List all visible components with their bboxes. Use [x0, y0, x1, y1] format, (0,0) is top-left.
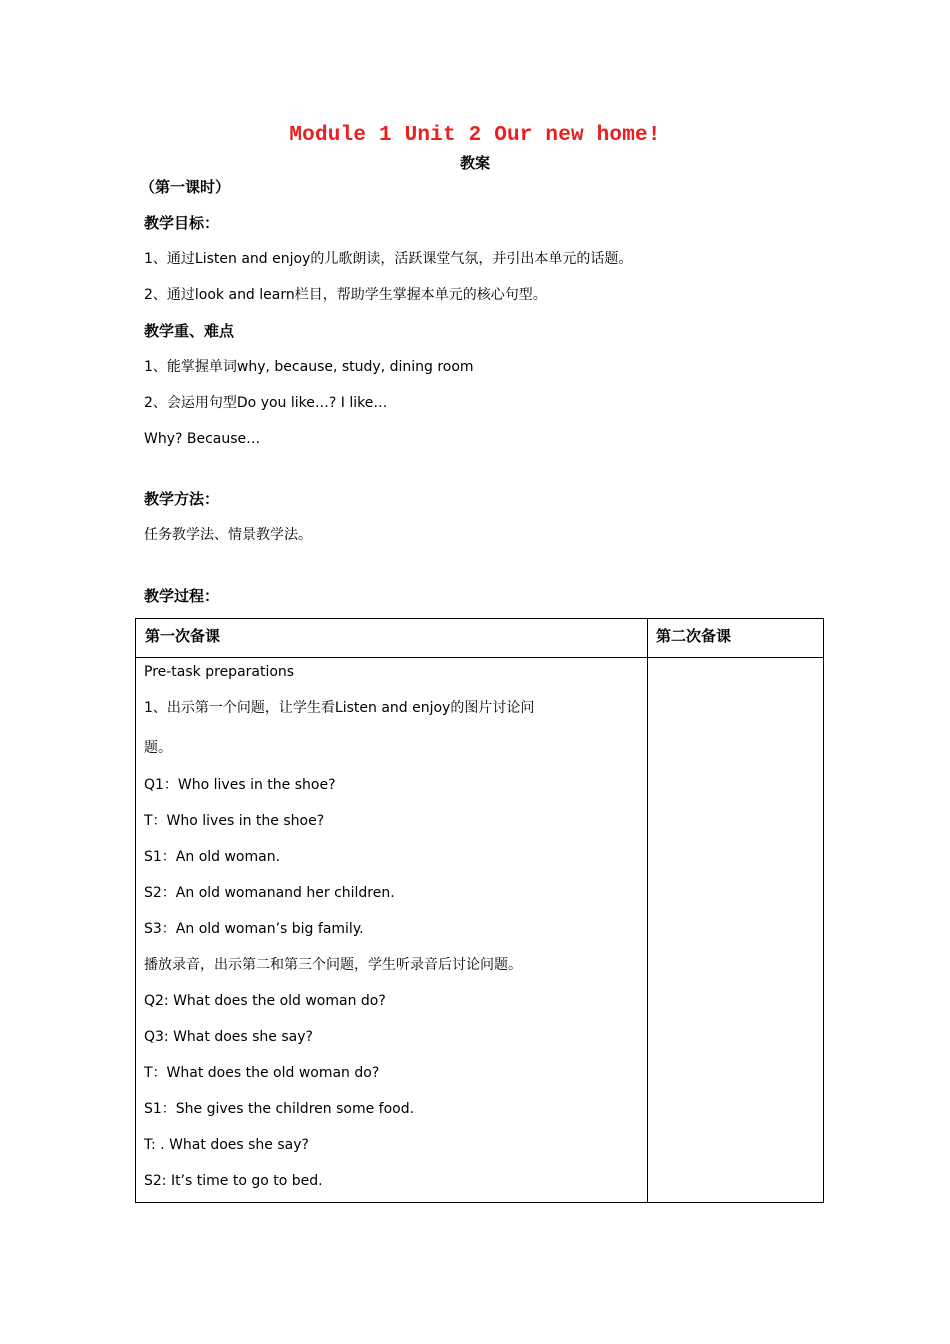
methods-text: 任务教学法、情景教学法。	[144, 527, 312, 543]
objective-item: 1、通过Listen and enjoy的儿歌朗读，活跃课堂气氛，并引出本单元的话题。	[144, 251, 633, 267]
process-heading: 教学过程：	[144, 587, 220, 605]
methods-heading: 教学方法：	[144, 490, 220, 508]
key-point-item: Why? Because…	[144, 431, 261, 447]
table-header-first-preparation: 第一次备课	[145, 627, 221, 645]
table-line: S1：She gives the children some food.	[144, 1101, 415, 1117]
table-line: 1、出示第一个问题，让学生看Listen and enjoy的图片讨论问	[144, 700, 535, 716]
key-point-item: 2、会运用句型Do you like…? I like…	[144, 395, 388, 411]
table-line: 播放录音，出示第二和第三个问题，学生听录音后讨论问题。	[144, 957, 522, 973]
key-points-heading: 教学重、难点	[144, 322, 235, 340]
document-title: Module 1 Unit 2 Our new home!	[289, 124, 661, 147]
table-line: T：What does the old woman do?	[144, 1065, 380, 1081]
objectives-heading: 教学目标：	[144, 214, 220, 232]
table-line: S2：An old womanand her children.	[144, 885, 395, 901]
period-label: （第一课时）	[140, 178, 231, 196]
table-line: S2: It’s time to go to bed.	[144, 1173, 323, 1189]
table-header-second-preparation: 第二次备课	[656, 627, 732, 645]
table-line: Q2: What does the old woman do?	[144, 993, 386, 1009]
table-line: S1：An old woman.	[144, 849, 281, 865]
table-line: Q3: What does she say?	[144, 1029, 313, 1045]
table-line: Q1：Who lives in the shoe?	[144, 777, 336, 793]
table-line: T：Who lives in the shoe?	[144, 813, 325, 829]
lesson-plan-table	[135, 618, 824, 1203]
document-subtitle: 教案	[459, 154, 490, 172]
table-line: T: . What does she say?	[144, 1137, 309, 1153]
table-line: Pre-task preparations	[144, 664, 295, 680]
table-column-divider	[647, 619, 648, 1202]
objective-item: 2、通过look and learn栏目，帮助学生掌握本单元的核心句型。	[144, 287, 547, 303]
table-line: 题。	[144, 740, 172, 756]
table-line: S3：An old woman’s big family.	[144, 921, 364, 937]
key-point-item: 1、能掌握单词why, because, study, dining room	[144, 359, 474, 375]
table-header-divider	[136, 657, 823, 658]
